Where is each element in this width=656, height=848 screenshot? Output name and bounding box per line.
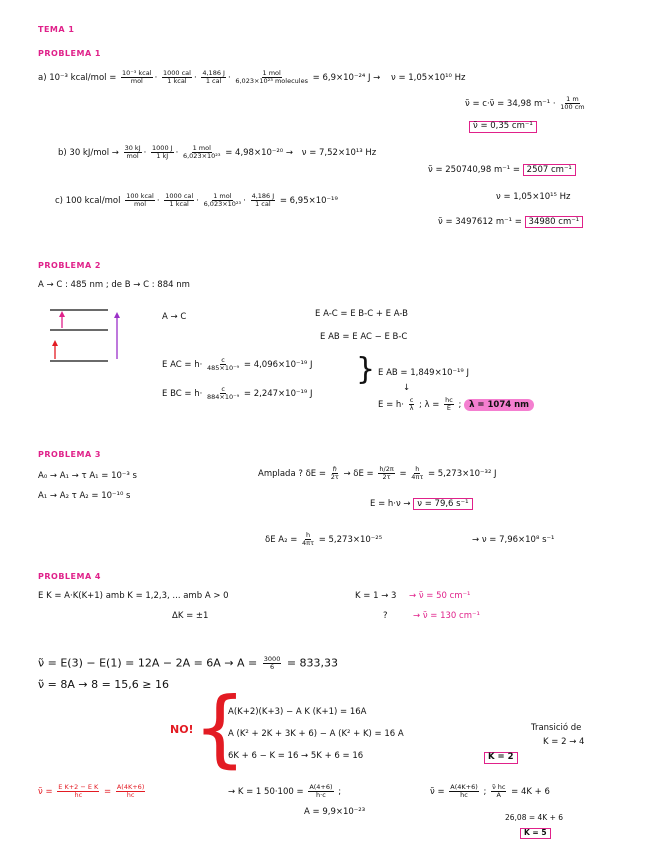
p3-energy-frequency: E = h·ν → ν = 79,6 s⁻¹ [370,500,473,510]
p2-energy-sum: E A-C = E B-C + E A-B [315,309,408,319]
p2-eac-line: E AC = h· $\frac{c}{\text{485×10⁻⁹}}$ = 4,096×10⁻¹⁹ J [162,356,313,372]
p4-wavenumber-130: → ν̃ = 130 cm⁻¹ [413,611,480,621]
p2-ebc-line: E BC = h· $\frac{c}{\text{884×10⁻⁹}}$ = 2,247×10⁻¹⁹ J [162,385,313,401]
p1c-fraction-2: $\frac{\text{1000 cal}}{\text{1 kcal}}$ [165,192,194,208]
p1c-frequency: ν = 1,05×10¹⁵ Hz [496,192,571,202]
p4-k1-substitution: → K = 1 50·100 = $\frac{A(4+6)}{h\cdot c}$ ; [228,783,342,799]
p1c-line: c) 100 kcal/mol $\frac{\text{100 kcal}}{\text{mol}}$ · $\frac{\text{1000 cal}}{\text{1 kcal}}$ · $\frac{\text{1 mol}}{\text{6,023×10²³}}$ · $\frac{4,186 J}{\text{1 cal}}$ = 6,95×10⁻¹⁹ [55,192,338,208]
p1c-answer-box: 34980 cm⁻¹ [525,216,584,228]
p3-transition-2: A₁ → A₂ τ A₂ = 10⁻¹⁰ s [38,491,131,501]
p1a-conversion: $\frac{1 m}{100 cm}$ [560,95,585,111]
p2-eab-result: E AB = 1,849×10⁻¹⁹ J [378,368,470,378]
p1b-fraction-1: $\frac{30 kJ}{\text{mol}}$ [124,144,141,160]
p1b-line: b) 30 kJ/mol → $\frac{30 kJ}{\text{mol}}$ · $\frac{1000 J}{1 kJ}$ · $\frac{\text{1 mol}}{\text{6,023×10²³}}$ = 4,98×10⁻²⁰ → ν = 7,52×10¹³ Hz [58,144,377,160]
p1c-fraction-3: $\frac{\text{1 mol}}{\text{6,023×10²³}}$ [203,192,242,208]
p4-no-mark: NO! [170,723,194,736]
p2-relation-line: E = h· $\frac{c}{\lambda}$ ; λ = $\frac{hc}{E}$ ; λ = 1074 nm [378,397,534,412]
p1a-label: a) [38,72,47,83]
problema-4-heading: PROBLEMA 4 [38,572,101,581]
p1b-wavenumber-line: ν̃ = 250740,98 m⁻¹ = 2507 cm⁻¹ [428,166,576,176]
p4-k5-box: K = 5 [520,828,551,839]
p4-red-brace: { [193,679,247,777]
p1c-wavenumber-line: ν̃ = 3497612 m⁻¹ = 34980 cm⁻¹ [438,218,583,228]
p4-selection-rule: ΔK = ±1 [172,611,209,621]
p3-delta-e-a2: δE A₂ = $\frac{h}{4\pi\tau}$ = 5,273×10⁻²⁵ [265,531,383,547]
p2-down-arrow: ↓ [403,383,411,393]
p1a-fraction-4: $\frac{\text{1 mol}}{\text{6,023×10²³ molecules}}$ [235,69,308,85]
p4-equation-2: ν̃ = 8A → 8 = 15,6 ≥ 16 [38,678,169,691]
p3-frequency-2: → ν = 7,96×10⁸ s⁻¹ [472,535,555,545]
p2-a-to-c: A → C [162,312,187,322]
problema-1-heading: PROBLEMA 1 [38,49,101,58]
p4-k2-box: K = 2 [484,752,518,764]
p4-work-line-2: A (K² + 2K + 3K + 6) − A (K² + K) = 16 A [228,729,404,739]
p1b-answer-box: 2507 cm⁻¹ [523,164,576,176]
p1a-frequency: ν = 1,05×10¹⁰ Hz [391,72,466,83]
p1a-line: a) 10⁻³ kcal/mol = $\frac{\text{10⁻³ kcal}}{\text{mol}}$ · $\frac{\text{1000 cal}}{\text{1 kcal}}$ · $\frac{4,186 J}{\text{1 cal}}$ · $\frac{\text{1 mol}}{\text{6,023×10²³ molecules}}$ = 6,9×10⁻²⁴ J → ν = 1,05×10¹⁰ Hz [38,69,466,85]
problema-2-heading: PROBLEMA 2 [38,261,101,270]
p4-wavenumber-50: → ν̃ = 50 cm⁻¹ [409,591,471,601]
p1a-lhs: 10⁻³ kcal/mol = [49,72,117,83]
tema-title: TEMA 1 [38,25,75,34]
p1a-wavenumber-line: ν̃ = c·ν̃ = 34,98 m⁻¹ · $\frac{1 m}{100 cm}$ [465,95,585,111]
p2-given-wavelengths: A → C : 485 nm ; de B → C : 884 nm [38,280,190,290]
p1a-fraction-2: $\frac{\text{1000 cal}}{\text{1 kcal}}$ [162,69,191,85]
p1c-fraction-1: $\frac{\text{100 kcal}}{\text{mol}}$ [126,192,154,208]
p2-curly-brace: } [356,352,376,387]
p4-k-1-to-3: K = 1 → 3 [355,591,397,601]
p1a-fraction-1: $\frac{\text{10⁻³ kcal}}{\text{mol}}$ [122,69,152,85]
p4-a-value: A = 9,9×10⁻²³ [304,807,366,817]
p1b-fraction-3: $\frac{\text{1 mol}}{\text{6,023×10²³}}$ [182,144,221,160]
p4-equation-1: ν̃ = E(3) − E(1) = 12A − 2A = 6A → A = $\frac{3000}{6}$ = 833,33 [38,655,339,671]
p4-rearranged: ν̃ = $\frac{A(4K+6)}{hc}$ ; $\frac{\nũ hc}{A}$ = 4K + 6 [430,783,550,799]
p3-amplitude-line: Amplada ? δE = $\frac{\text{ℏ}}{2\tau}$ → δE = $\frac{h/2\pi}{2\tau}$ = $\frac{h}{4\pi\tau}$ = 5,273×10⁻³² J [258,465,497,481]
p1a-fraction-3: $\frac{4,186 J}{\text{1 cal}}$ [202,69,225,85]
p4-k-equation: 26,08 = 4K + 6 [505,813,564,822]
p4-unknown: ? [383,611,388,621]
p3-transition-1: A₀ → A₁ → τ A₁ = 10⁻³ s [38,471,137,481]
p1a-answer-box: ν̃ = 0,35 cm⁻¹ [469,121,537,133]
p4-energy-expression: E K = A·K(K+1) amb K = 1,2,3, ... amb A > 0 [38,591,229,601]
p4-work-line-1: A(K+2)(K+3) − A K (K+1) = 16A [228,707,367,717]
p2-energy-difference: E AB = E AC − E B-C [320,332,408,342]
p4-bottom-formula: ν̃ = $\frac{\text{E K+2 − E K}}{hc}$ = $\frac{A(4K+6)}{hc}$ [38,783,145,799]
p2-answer-highlight: λ = 1074 nm [464,399,534,411]
p4-work-line-3: 6K + 6 − K = 16 → 5K + 6 = 16 [228,751,364,761]
problema-3-heading: PROBLEMA 3 [38,450,101,459]
p1c-fraction-4: $\frac{4,186 J}{\text{1 cal}}$ [251,192,275,208]
p3-answer-box: ν = 79,6 s⁻¹ [413,498,472,510]
p1b-frequency: ν = 7,52×10¹³ Hz [301,147,377,158]
p1a-result: = 6,9×10⁻²⁴ J → [312,72,381,83]
p1b-fraction-2: $\frac{1000 J}{1 kJ}$ [152,144,173,160]
p4-transition-label: Transició de [531,723,582,733]
p4-transition-values: K = 2 → 4 [543,737,585,747]
